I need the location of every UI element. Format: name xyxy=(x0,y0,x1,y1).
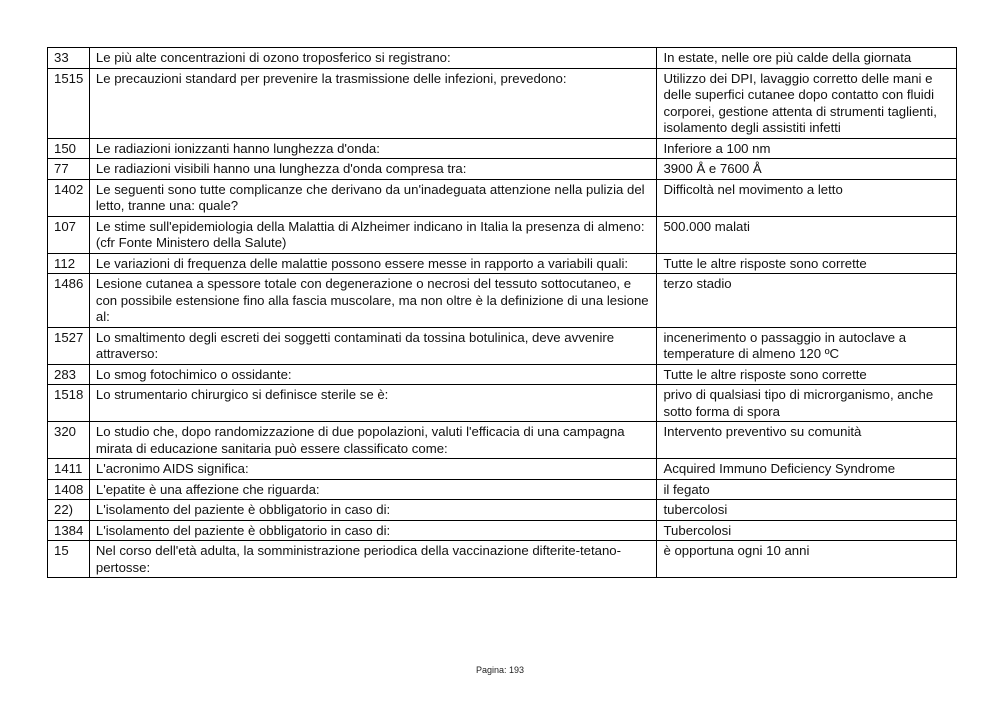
question-cell: Le variazioni di frequenza delle malattie possono essere messe in rapporto a variabili quali: xyxy=(89,253,657,274)
table-row xyxy=(48,520,957,541)
question-number-cell: 1402 xyxy=(48,179,90,216)
question-answer-table xyxy=(47,47,957,578)
table-row xyxy=(48,364,957,385)
question-cell: L'isolamento del paziente è obbligatorio in caso di: xyxy=(89,520,657,541)
question-number-cell: 107 xyxy=(48,216,90,253)
question-cell: L'isolamento del paziente è obbligatorio in caso di: xyxy=(89,500,657,521)
page-number: Pagina: 193 xyxy=(475,665,525,675)
question-number-cell: 1384 xyxy=(48,520,90,541)
question-cell: Le stime sull'epidemiologia della Malattia di Alzheimer indicano in Italia la presenza di almeno: (cfr Fonte Ministero della Salute) xyxy=(89,216,657,253)
table-row xyxy=(48,385,957,422)
question-cell: Le seguenti sono tutte complicanze che derivano da un'inadeguata attenzione nella pulizia del letto, tranne una: quale? xyxy=(89,179,657,216)
question-number-cell: 150 xyxy=(48,138,90,159)
table-row xyxy=(48,68,957,138)
table-row xyxy=(48,541,957,578)
table-row xyxy=(48,479,957,500)
table-row xyxy=(48,179,957,216)
question-number-cell: 77 xyxy=(48,159,90,180)
table-row xyxy=(48,274,957,328)
answer-cell: 3900 Å e 7600 Å xyxy=(657,159,957,180)
question-number-cell: 15 xyxy=(48,541,90,578)
answer-cell: 500.000 malati xyxy=(657,216,957,253)
answer-cell: Inferiore a 100 nm xyxy=(657,138,957,159)
answer-cell: In estate, nelle ore più calde della giornata xyxy=(657,48,957,69)
question-number-cell: 283 xyxy=(48,364,90,385)
answer-cell: il fegato xyxy=(657,479,957,500)
question-cell: Lesione cutanea a spessore totale con degenerazione o necrosi del tessuto sottocutaneo, e con possibile estensione fino alla fascia muscolare, ma non oltre è la definizione di una lesione al: xyxy=(89,274,657,328)
question-number-cell: 33 xyxy=(48,48,90,69)
question-cell: Le più alte concentrazioni di ozono troposferico si registrano: xyxy=(89,48,657,69)
answer-cell: Tubercolosi xyxy=(657,520,957,541)
table-row xyxy=(48,253,957,274)
answer-cell: tubercolosi xyxy=(657,500,957,521)
question-cell: Le radiazioni visibili hanno una lunghezza d'onda compresa tra: xyxy=(89,159,657,180)
question-number-cell: 1411 xyxy=(48,459,90,480)
question-cell: Nel corso dell'età adulta, la somministrazione periodica della vaccinazione difterite-tetano-pertosse: xyxy=(89,541,657,578)
answer-cell: Tutte le altre risposte sono corrette xyxy=(657,364,957,385)
question-number-cell: 1486 xyxy=(48,274,90,328)
question-cell: Lo studio che, dopo randomizzazione di due popolazioni, valuti l'efficacia di una campagna mirata di educazione sanitaria può essere classificato come: xyxy=(89,422,657,459)
question-number-cell: 1515 xyxy=(48,68,90,138)
question-number-cell: 320 xyxy=(48,422,90,459)
question-number-cell: 22) xyxy=(48,500,90,521)
table-row xyxy=(48,459,957,480)
question-cell: Le precauzioni standard per prevenire la trasmissione delle infezioni, prevedono: xyxy=(89,68,657,138)
answer-cell: Intervento preventivo su comunità xyxy=(657,422,957,459)
table-row xyxy=(48,422,957,459)
answer-cell: incenerimento o passaggio in autoclave a temperature di almeno 120 ºC xyxy=(657,327,957,364)
question-cell: Lo smaltimento degli escreti dei soggetti contaminati da tossina botulinica, deve avvenire attraverso: xyxy=(89,327,657,364)
question-number-cell: 1408 xyxy=(48,479,90,500)
question-number-cell: 112 xyxy=(48,253,90,274)
table-row xyxy=(48,500,957,521)
answer-cell: Acquired Immuno Deficiency Syndrome xyxy=(657,459,957,480)
question-number-cell: 1527 xyxy=(48,327,90,364)
table-body xyxy=(48,48,957,578)
question-cell: Le radiazioni ionizzanti hanno lunghezza d'onda: xyxy=(89,138,657,159)
question-cell: L'acronimo AIDS significa: xyxy=(89,459,657,480)
table-row xyxy=(48,138,957,159)
answer-cell: è opportuna ogni 10 anni xyxy=(657,541,957,578)
table-row xyxy=(48,216,957,253)
question-cell: L'epatite è una affezione che riguarda: xyxy=(89,479,657,500)
table-row xyxy=(48,327,957,364)
table-row xyxy=(48,48,957,69)
question-cell: Lo smog fotochimico o ossidante: xyxy=(89,364,657,385)
question-number-cell: 1518 xyxy=(48,385,90,422)
question-cell: Lo strumentario chirurgico si definisce sterile se è: xyxy=(89,385,657,422)
answer-cell: terzo stadio xyxy=(657,274,957,328)
answer-cell: Utilizzo dei DPI, lavaggio corretto delle mani e delle superfici cutanee dopo contatto con fluidi corporei, gestione attenta di strumenti taglienti, isolamento degli assistiti infetti xyxy=(657,68,957,138)
table-row xyxy=(48,159,957,180)
answer-cell: Tutte le altre risposte sono corrette xyxy=(657,253,957,274)
answer-cell: Difficoltà nel movimento a letto xyxy=(657,179,957,216)
answer-cell: privo di qualsiasi tipo di microrganismo, anche sotto forma di spora xyxy=(657,385,957,422)
